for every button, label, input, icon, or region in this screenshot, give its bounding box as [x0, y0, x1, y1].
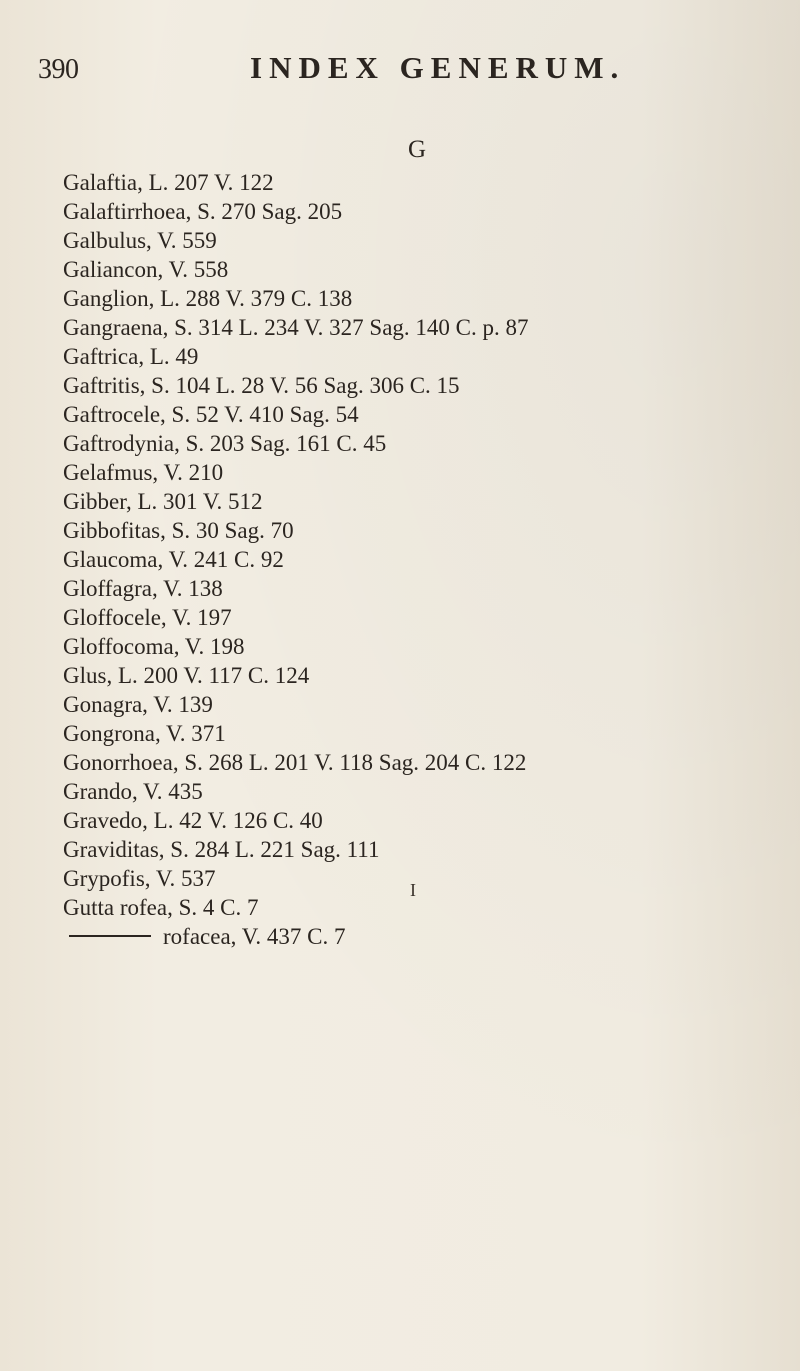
- index-entry: Gibber, L. 301 V. 512: [63, 489, 263, 514]
- index-entry: Ganglion, L. 288 V. 379 C. 138: [63, 286, 353, 311]
- index-entry: Graviditas, S. 284 L. 221 Sag. 111: [63, 837, 380, 862]
- index-entry: Gaftrodynia, S. 203 Sag. 161 C. 45: [63, 431, 387, 456]
- index-entry: Grando, V. 435: [63, 779, 203, 804]
- page-number: 390: [38, 54, 79, 85]
- index-entry: Galaftia, L. 207 V. 122: [63, 170, 274, 195]
- index-entry: Glus, L. 200 V. 117 C. 124: [63, 663, 310, 688]
- index-entry: Gelafmus, V. 210: [63, 460, 224, 485]
- index-entry: Gongrona, V. 371: [63, 721, 226, 746]
- footer-mark: I: [410, 880, 416, 900]
- index-entry: Gonagra, V. 139: [63, 692, 213, 717]
- index-entry: Galaftirrhoea, S. 270 Sag. 205: [63, 199, 343, 224]
- section-letter: G: [408, 136, 427, 163]
- index-entry: Grypofis, V. 537: [63, 866, 216, 891]
- index-entry: Galbulus, V. 559: [63, 228, 217, 253]
- running-head: INDEX GENERUM.: [250, 50, 626, 85]
- index-entry: Gaftritis, S. 104 L. 28 V. 56 Sag. 306 C. 15: [63, 373, 460, 398]
- index-entry: Gravedo, L. 42 V. 126 C. 40: [63, 808, 323, 833]
- ditto-dash: [69, 935, 151, 937]
- index-entries: [63, 168, 783, 951]
- index-entry: Gangraena, S. 314 L. 234 V. 327 Sag. 140 C. p. 87: [63, 315, 529, 340]
- index-entry: Glaucoma, V. 241 C. 92: [63, 547, 284, 572]
- index-entry: Gutta rofea, S. 4 C. 7: [63, 895, 259, 920]
- index-entry: Gloffocele, V. 197: [63, 605, 232, 630]
- index-entry: Gloffocoma, V. 198: [63, 634, 245, 659]
- index-entry: Gaftrica, L. 49: [63, 344, 199, 369]
- page-header: [0, 50, 800, 90]
- index-entry-continuation: rofacea, V. 437 C. 7: [63, 922, 783, 951]
- index-entry: Gibbofitas, S. 30 Sag. 70: [63, 518, 294, 543]
- index-entry: Galiancon, V. 558: [63, 257, 229, 282]
- index-entry: Gaftrocele, S. 52 V. 410 Sag. 54: [63, 402, 359, 427]
- index-entry: Gloffagra, V. 138: [63, 576, 223, 601]
- index-entry: Gonorrhoea, S. 268 L. 201 V. 118 Sag. 204 C. 122: [63, 750, 527, 775]
